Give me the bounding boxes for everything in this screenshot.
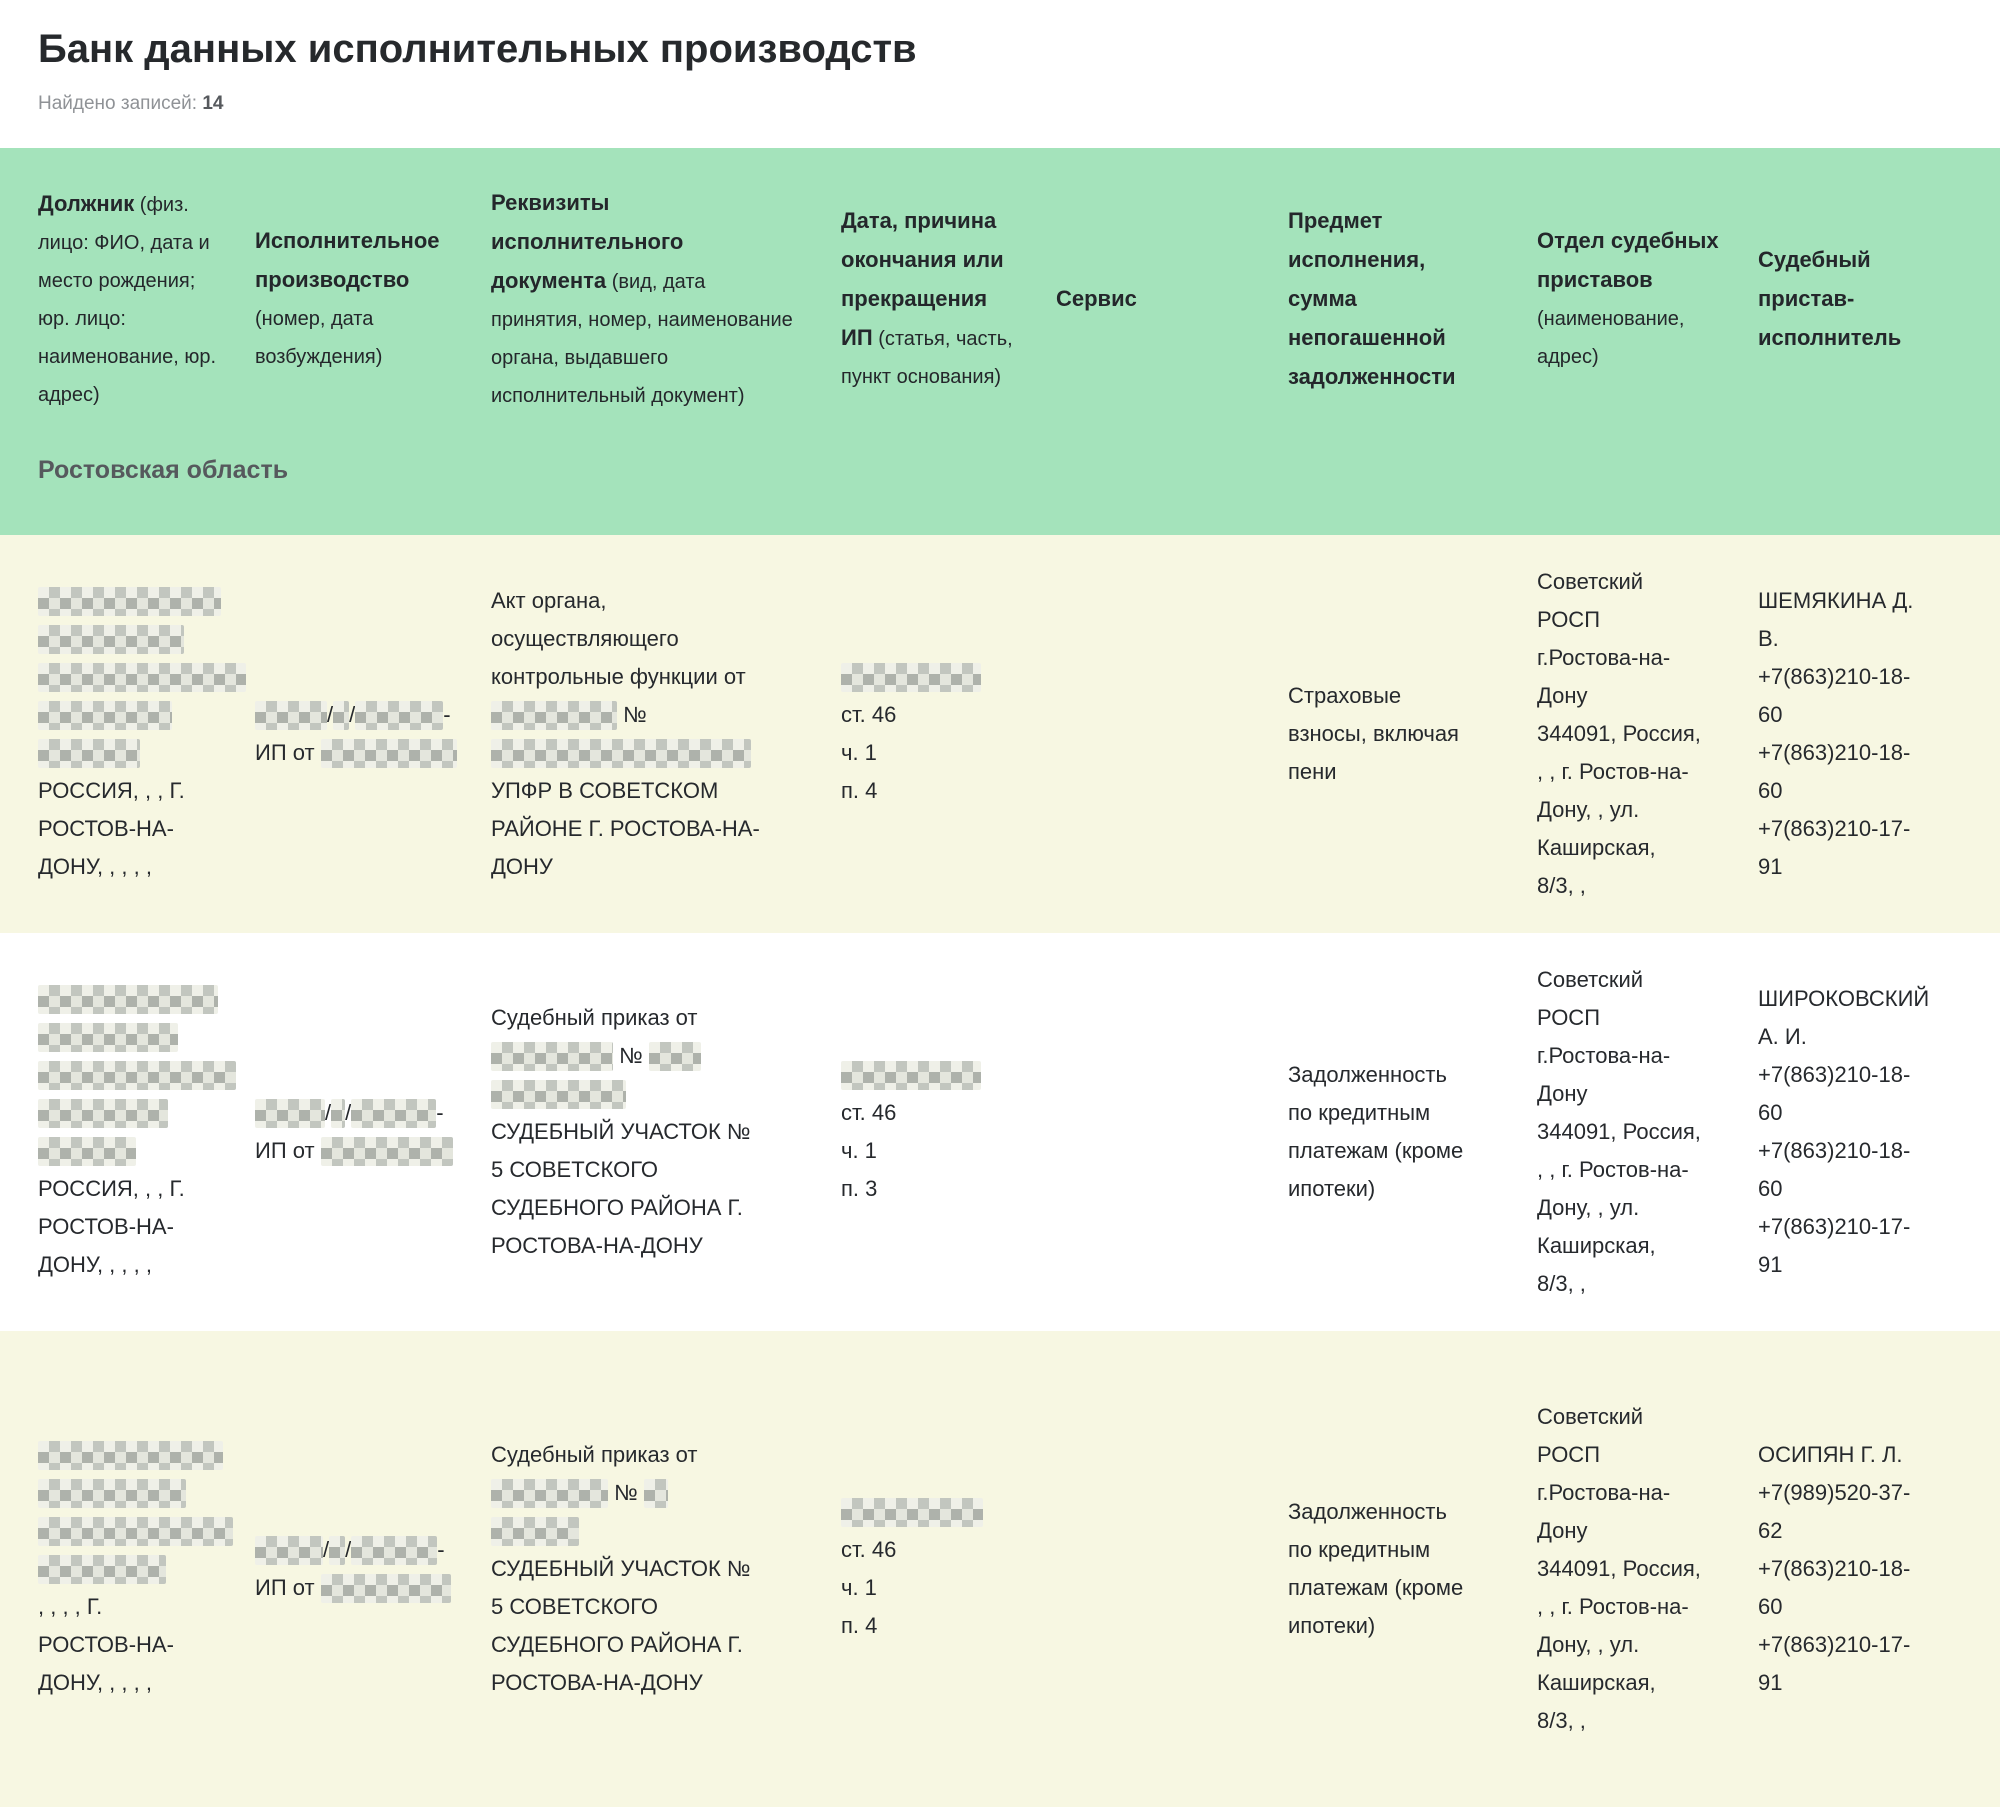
redacted-text	[38, 1555, 166, 1584]
header-cell-proceeding	[255, 222, 491, 376]
cell-line: п. 3	[841, 1176, 878, 1201]
cell-line: ч. 1	[841, 1138, 877, 1163]
header-note: (физ. лицо: ФИО, дата и место рождения; юр. лицо: наименование, юр. адрес)	[38, 193, 217, 406]
cell-line: УПФР В СОВЕТСКОМ	[491, 778, 719, 803]
redacted-text	[841, 1061, 981, 1090]
cell-line: Дону	[1537, 1081, 1588, 1106]
cell-line	[841, 1493, 1028, 1531]
cell-line	[38, 1550, 227, 1588]
cell-line: +7(863)210-18-	[1758, 1556, 1911, 1581]
redacted-text	[355, 701, 443, 730]
cell-line	[491, 696, 813, 734]
cell-line: Каширская,	[1537, 835, 1656, 860]
cell-text: /	[345, 1537, 352, 1562]
table-body	[0, 535, 2000, 1807]
header-title: Дата, причина окончания или прекращения ИП	[841, 208, 1004, 350]
header-note: (номер, дата возбуждения)	[255, 308, 383, 368]
cell-line: СУДЕБНЫЙ УЧАСТОК №	[491, 1556, 751, 1581]
cell-bailiff	[1758, 980, 2000, 1284]
cell-line: , , г. Ростов-на-	[1537, 1157, 1689, 1182]
cell-line: Каширская,	[1537, 1233, 1656, 1258]
redacted-text	[351, 1536, 437, 1565]
cell-line: А. И.	[1758, 1024, 1807, 1049]
cell-line	[255, 1569, 463, 1607]
cell-line: Дону, , ул.	[1537, 1195, 1640, 1220]
redacted-text	[491, 1080, 626, 1109]
cell-line	[491, 1474, 813, 1512]
cell-line: 62	[1758, 1518, 1783, 1543]
cell-line	[38, 734, 227, 772]
redacted-text	[38, 1099, 168, 1128]
cell-line: пени	[1288, 759, 1337, 784]
cell-line: +7(863)210-17-	[1758, 816, 1911, 841]
cell-line: Судебный приказ от	[491, 1005, 698, 1030]
cell-line	[38, 980, 227, 1018]
cell-line: ч. 1	[841, 740, 877, 765]
cell-line: , , , , Г.	[38, 1594, 103, 1619]
cell-line: РОССИЯ, , , Г.	[38, 1176, 185, 1201]
cell-line: , , г. Ростов-на-	[1537, 759, 1689, 784]
cell-department	[1537, 563, 1758, 905]
cell-line	[38, 1018, 227, 1056]
cell-line: ДОНУ, , , , ,	[38, 854, 152, 879]
cell-document	[491, 1436, 841, 1702]
cell-line: г.Ростова-на-	[1537, 1043, 1671, 1068]
cell-subject	[1288, 1493, 1537, 1645]
cell-line: РОСП	[1537, 607, 1601, 632]
header-title: Отдел судебных приставов	[1537, 228, 1719, 292]
redacted-text	[38, 587, 221, 616]
cell-line: ШИРОКОВСКИЙ	[1758, 986, 1930, 1011]
cell-line: Советский	[1537, 569, 1644, 594]
records-found	[38, 92, 2000, 116]
redacted-text	[491, 701, 617, 730]
header-cell-service	[1056, 280, 1288, 319]
cell-bailiff	[1758, 1436, 2000, 1702]
cell-line	[38, 1512, 227, 1550]
cell-debtor	[0, 582, 255, 886]
header-cell-department	[1537, 222, 1758, 376]
table-row	[0, 535, 2000, 933]
cell-line	[38, 1056, 227, 1094]
redacted-text	[331, 1099, 345, 1128]
redacted-text	[38, 625, 184, 654]
cell-text: ИП от	[255, 740, 321, 765]
cell-line: +7(863)210-17-	[1758, 1632, 1911, 1657]
page-title: Банк данных исполнительных производств	[38, 27, 917, 71]
header-title: Сервис	[1056, 285, 1137, 311]
cell-line: 8/3, ,	[1537, 1708, 1586, 1733]
cell-line: Дону, , ул.	[1537, 797, 1640, 822]
cell-line: контрольные функции от	[491, 664, 746, 689]
cell-line: Акт органа,	[491, 588, 607, 613]
cell-line: ШЕМЯКИНА Д.	[1758, 588, 1914, 613]
cell-text: /	[323, 1537, 330, 1562]
cell-line: РОСТОВ-НА-	[38, 1214, 174, 1239]
cell-line: ДОНУ, , , , ,	[38, 1670, 152, 1695]
redacted-text	[38, 1061, 236, 1090]
header-cell-end-date	[841, 202, 1056, 396]
cell-line	[38, 1474, 227, 1512]
cell-line: Дону	[1537, 1518, 1588, 1543]
cell-text: -	[437, 1537, 445, 1562]
redacted-text	[491, 1517, 579, 1546]
cell-line: РОСТОВ-НА-	[38, 816, 174, 841]
cell-text: -	[443, 702, 451, 727]
cell-line	[491, 1075, 813, 1113]
table-row	[0, 1331, 2000, 1807]
header-title: Предмет исполнения, сумма непогашенной задолженности	[1288, 207, 1456, 389]
cell-line: по кредитным	[1288, 1100, 1431, 1125]
redacted-text	[38, 739, 140, 768]
cell-line: ст. 46	[841, 702, 897, 727]
cell-bailiff	[1758, 582, 2000, 886]
cell-line: Задолженность	[1288, 1062, 1447, 1087]
cell-line: 91	[1758, 1670, 1783, 1695]
cell-line	[841, 658, 1028, 696]
redacted-text	[38, 1517, 233, 1546]
cell-line: +7(863)210-18-	[1758, 1138, 1911, 1163]
cell-end-date	[841, 1056, 1056, 1208]
cell-line: ипотеки)	[1288, 1176, 1376, 1201]
cell-text: /	[327, 702, 334, 727]
cell-line: Дону	[1537, 683, 1588, 708]
table-row	[0, 933, 2000, 1331]
cell-line: ДОНУ, , , , ,	[38, 1252, 152, 1277]
cell-line: г.Ростова-на-	[1537, 1480, 1671, 1505]
cell-subject	[1288, 677, 1537, 791]
redacted-text	[321, 1137, 453, 1166]
cell-line: 344091, Россия,	[1537, 721, 1701, 746]
cell-line: платежам (кроме	[1288, 1138, 1464, 1163]
cell-line: платежам (кроме	[1288, 1575, 1464, 1600]
cell-line: 5 СОВЕТСКОГО	[491, 1594, 659, 1619]
redacted-text	[255, 1536, 323, 1565]
cell-document	[491, 582, 841, 886]
redacted-text	[841, 1498, 983, 1527]
cell-document	[491, 999, 841, 1265]
cell-proceeding	[255, 1531, 491, 1607]
cell-line: по кредитным	[1288, 1537, 1431, 1562]
cell-line: 60	[1758, 1100, 1783, 1125]
cell-line: Советский	[1537, 1404, 1644, 1429]
cell-line: СУДЕБНОГО РАЙОНА Г.	[491, 1632, 743, 1657]
cell-line: Задолженность	[1288, 1499, 1447, 1524]
cell-line: +7(863)210-18-	[1758, 740, 1911, 765]
cell-department	[1537, 1398, 1758, 1740]
header-note: (вид, дата принятия, номер, наименование органа, выдавшего исполнительный документ)	[491, 270, 793, 407]
cell-line	[491, 1037, 813, 1075]
cell-line: г.Ростова-на-	[1537, 645, 1671, 670]
redacted-text	[841, 663, 981, 692]
cell-line: 344091, Россия,	[1537, 1119, 1701, 1144]
header-title: Исполнительное производство	[255, 228, 440, 292]
header-note: (наименование, адрес)	[1537, 308, 1685, 368]
cell-line: РОССИЯ, , , Г.	[38, 778, 185, 803]
cell-text: ИП от	[255, 1138, 321, 1163]
cell-line: В.	[1758, 626, 1779, 651]
cell-line: ст. 46	[841, 1537, 897, 1562]
cell-line: +7(863)210-17-	[1758, 1214, 1911, 1239]
cell-text: №	[613, 1043, 649, 1068]
redacted-text	[351, 1099, 436, 1128]
cell-line: ст. 46	[841, 1100, 897, 1125]
redacted-text	[644, 1479, 668, 1508]
cell-line: РОСТОВ-НА-	[38, 1632, 174, 1657]
cell-line: осуществляющего	[491, 626, 679, 651]
header-cell-subject	[1288, 202, 1537, 397]
cell-line: РОСП	[1537, 1442, 1601, 1467]
cell-line: взносы, включая	[1288, 721, 1459, 746]
cell-line: РОСП	[1537, 1005, 1601, 1030]
header-title: Должник	[38, 190, 135, 216]
cell-line: п. 4	[841, 778, 878, 803]
cell-line: ДОНУ	[491, 854, 553, 879]
redacted-text	[38, 1137, 136, 1166]
cell-debtor	[0, 980, 255, 1284]
cell-line: п. 4	[841, 1613, 878, 1638]
cell-department	[1537, 961, 1758, 1303]
header-cell-document	[491, 184, 841, 415]
cell-line	[38, 1132, 227, 1170]
redacted-text	[255, 1099, 325, 1128]
redacted-text	[491, 1042, 613, 1071]
cell-line: 344091, Россия,	[1537, 1556, 1701, 1581]
cell-line	[841, 1056, 1028, 1094]
redacted-text	[38, 1441, 223, 1470]
redacted-text	[491, 739, 751, 768]
cell-line	[38, 1436, 227, 1474]
cell-line: ОСИПЯН Г. Л.	[1758, 1442, 1903, 1467]
cell-text: /	[349, 702, 356, 727]
cell-line	[38, 1094, 227, 1132]
cell-line	[491, 734, 813, 772]
cell-line: 60	[1758, 1176, 1783, 1201]
cell-line	[255, 1531, 463, 1569]
redacted-text	[333, 701, 349, 730]
cell-text: /	[345, 1100, 352, 1125]
cell-debtor	[0, 1436, 255, 1702]
cell-text: ИП от	[255, 1575, 321, 1600]
cell-line	[38, 582, 227, 620]
redacted-text	[491, 1479, 608, 1508]
header-title: Реквизиты исполнительного документа	[491, 189, 684, 293]
cell-line	[491, 1512, 813, 1550]
cell-line: ч. 1	[841, 1575, 877, 1600]
cell-end-date	[841, 658, 1056, 810]
records-found-label: Найдено записей:	[38, 93, 198, 114]
cell-line: 8/3, ,	[1537, 873, 1586, 898]
redacted-text	[38, 701, 172, 730]
cell-text: №	[608, 1480, 644, 1505]
redacted-text	[321, 1574, 451, 1603]
redacted-text	[329, 1536, 345, 1565]
cell-line: +7(863)210-18-	[1758, 664, 1911, 689]
cell-line: 8/3, ,	[1537, 1271, 1586, 1296]
region-label: Ростовская область	[38, 456, 289, 484]
cell-line: ипотеки)	[1288, 1613, 1376, 1638]
cell-line: Каширская,	[1537, 1670, 1656, 1695]
cell-line	[38, 620, 227, 658]
cell-line: 91	[1758, 854, 1783, 879]
enforcement-proceedings-db-page	[0, 26, 2000, 1807]
cell-line	[255, 1094, 463, 1132]
cell-text: -	[436, 1100, 444, 1125]
records-count: 14	[202, 93, 224, 114]
redacted-text	[321, 739, 457, 768]
cell-text: /	[325, 1100, 332, 1125]
table-header-row	[0, 148, 2000, 450]
cell-line: СУДЕБНЫЙ УЧАСТОК №	[491, 1119, 751, 1144]
cell-line	[38, 696, 227, 734]
cell-subject	[1288, 1056, 1537, 1208]
cell-line	[255, 696, 463, 734]
cell-line	[255, 1132, 463, 1170]
cell-proceeding	[255, 696, 491, 772]
cell-line: СУДЕБНОГО РАЙОНА Г.	[491, 1195, 743, 1220]
redacted-text	[255, 701, 327, 730]
table-header-block	[0, 148, 2000, 535]
cell-line: +7(989)520-37-	[1758, 1480, 1911, 1505]
redacted-text	[38, 1479, 186, 1508]
redacted-text	[38, 663, 246, 692]
redacted-text	[38, 1023, 178, 1052]
redacted-text	[38, 985, 218, 1014]
cell-text: №	[617, 702, 647, 727]
cell-line: РОСТОВА-НА-ДОНУ	[491, 1670, 703, 1695]
cell-line: , , г. Ростов-на-	[1537, 1594, 1689, 1619]
cell-line	[255, 734, 463, 772]
cell-line: 60	[1758, 702, 1783, 727]
cell-proceeding	[255, 1094, 491, 1170]
cell-line: РОСТОВА-НА-ДОНУ	[491, 1233, 703, 1258]
redacted-text	[649, 1042, 701, 1071]
cell-line: Судебный приказ от	[491, 1442, 698, 1467]
header-title: Судебный пристав- исполнитель	[1758, 246, 1902, 350]
header-cell-bailiff	[1758, 241, 2000, 358]
cell-line: 5 СОВЕТСКОГО	[491, 1157, 659, 1182]
header-cell-debtor	[0, 185, 255, 414]
cell-line: Страховые	[1288, 683, 1402, 708]
cell-line: 91	[1758, 1252, 1783, 1277]
cell-line: +7(863)210-18-	[1758, 1062, 1911, 1087]
cell-line: Советский	[1537, 967, 1644, 992]
cell-line: Дону, , ул.	[1537, 1632, 1640, 1657]
cell-line: 60	[1758, 778, 1783, 803]
cell-line: 60	[1758, 1594, 1783, 1619]
cell-line	[38, 658, 227, 696]
header-note: (статья, часть, пункт основания)	[841, 328, 1013, 388]
cell-line: РАЙОНЕ Г. РОСТОВА-НА-	[491, 816, 760, 841]
cell-end-date	[841, 1493, 1056, 1645]
